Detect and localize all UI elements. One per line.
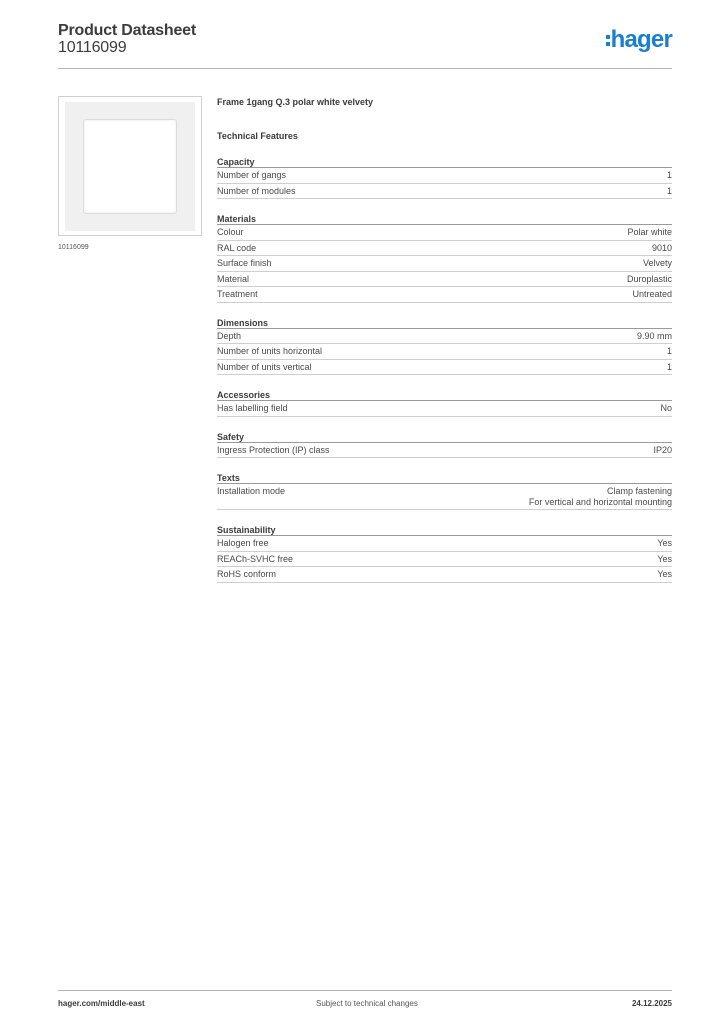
product-image-caption: 10116099 xyxy=(58,244,89,251)
frame-opening-shape xyxy=(83,119,177,214)
spec-label: Ingress Protection (IP) class xyxy=(217,444,330,455)
frame-outer-shape xyxy=(65,102,195,231)
spec-value xyxy=(529,486,672,507)
hager-logo xyxy=(606,25,672,55)
spec-value xyxy=(653,445,672,456)
footer-divider xyxy=(58,990,672,991)
spec-row xyxy=(217,241,672,257)
spec-value-line: 1 xyxy=(666,361,672,372)
page-header xyxy=(58,22,672,70)
section-sustainability xyxy=(217,524,672,583)
section-title: Safety xyxy=(217,431,672,443)
spec-value-line: 1 xyxy=(666,170,672,180)
spec-value xyxy=(652,243,672,254)
section-title: Capacity xyxy=(217,156,672,168)
spec-row xyxy=(217,443,672,459)
logo-wordmark: hager xyxy=(610,26,672,53)
section-title: Sustainability xyxy=(217,524,672,536)
spec-value-line: Yes xyxy=(657,553,672,564)
spec-label: RAL code xyxy=(217,242,257,253)
spec-value-line: Polar white xyxy=(627,227,672,237)
spec-value-line: Duroplastic xyxy=(626,273,672,284)
spec-label: Material xyxy=(217,273,250,284)
spec-value-line: Yes xyxy=(657,569,672,579)
spec-row xyxy=(217,168,672,184)
spec-row xyxy=(217,401,672,417)
spec-value xyxy=(657,569,672,580)
spec-label: Number of units horizontal xyxy=(217,346,323,356)
section-title: Materials xyxy=(217,213,672,225)
spec-value-line: Untreated xyxy=(632,289,672,299)
spec-value-line: No xyxy=(660,403,672,413)
spec-label: Number of gangs xyxy=(217,170,287,180)
section-capacity xyxy=(217,156,672,199)
section-title: Texts xyxy=(217,472,672,484)
section-texts xyxy=(217,472,672,510)
spec-value xyxy=(667,186,672,197)
spec-label: Surface finish xyxy=(217,258,272,268)
spec-value xyxy=(643,258,672,269)
spec-row xyxy=(217,272,672,288)
spec-value xyxy=(657,538,672,549)
section-materials xyxy=(217,213,672,303)
feature-sections xyxy=(217,156,672,583)
spec-value xyxy=(637,331,672,342)
spec-row xyxy=(217,287,672,303)
spec-label: Colour xyxy=(217,227,244,237)
footer-notice: Subject to technical changes xyxy=(316,999,418,1008)
technical-content xyxy=(217,96,672,583)
spec-value-line: 1 xyxy=(666,185,672,196)
spec-row xyxy=(217,344,672,360)
spec-value xyxy=(667,362,672,373)
spec-row xyxy=(217,256,672,272)
spec-label: Number of units vertical xyxy=(217,361,312,372)
spec-row xyxy=(217,225,672,241)
header-divider xyxy=(58,68,672,69)
spec-label: Halogen free xyxy=(217,538,269,548)
spec-label: Number of modules xyxy=(217,185,296,196)
document-number: 10116099 xyxy=(58,39,127,56)
spec-value-line: 1 xyxy=(666,346,672,356)
spec-value-line: IP20 xyxy=(653,444,672,455)
document-title: Product Datasheet xyxy=(58,22,196,39)
spec-row xyxy=(217,184,672,200)
spec-row xyxy=(217,329,672,345)
spec-label: Treatment xyxy=(217,289,258,299)
spec-value xyxy=(667,170,672,181)
product-name: Frame 1gang Q.3 polar white velvety xyxy=(217,97,374,107)
section-safety xyxy=(217,431,672,459)
spec-row xyxy=(217,567,672,583)
spec-label: Has labelling field xyxy=(217,403,288,413)
spec-row xyxy=(217,360,672,376)
section-title: Accessories xyxy=(217,389,672,401)
spec-label: Depth xyxy=(217,330,242,341)
spec-row xyxy=(217,552,672,568)
spec-value-line: Yes xyxy=(657,538,672,548)
technical-features-heading: Technical Features xyxy=(217,131,298,141)
product-image xyxy=(58,96,202,236)
section-title: Dimensions xyxy=(217,317,672,329)
spec-value xyxy=(660,403,672,414)
spec-value-line: Velvety xyxy=(642,258,672,268)
spec-value-line: For vertical and horizontal mounting xyxy=(528,496,672,507)
spec-value-line: 9010 xyxy=(651,242,672,253)
footer-website: hager.com/middle-east xyxy=(58,999,145,1008)
spec-value xyxy=(632,289,672,300)
spec-value-line: Clamp fastening xyxy=(606,486,672,496)
spec-value xyxy=(667,346,672,357)
spec-label: REACh-SVHC free xyxy=(217,553,294,564)
spec-value xyxy=(657,554,672,565)
section-dimensions xyxy=(217,317,672,376)
spec-value xyxy=(627,274,672,285)
spec-value xyxy=(627,227,672,238)
spec-label: RoHS conform xyxy=(217,569,277,579)
spec-row xyxy=(217,536,672,552)
spec-row xyxy=(217,484,672,510)
section-accessories xyxy=(217,389,672,417)
logo-colon-icon xyxy=(606,35,610,46)
spec-value-line: 9.90 mm xyxy=(636,330,672,341)
spec-label: Installation mode xyxy=(217,486,286,496)
footer-date: 24.12.2025 xyxy=(631,999,672,1008)
